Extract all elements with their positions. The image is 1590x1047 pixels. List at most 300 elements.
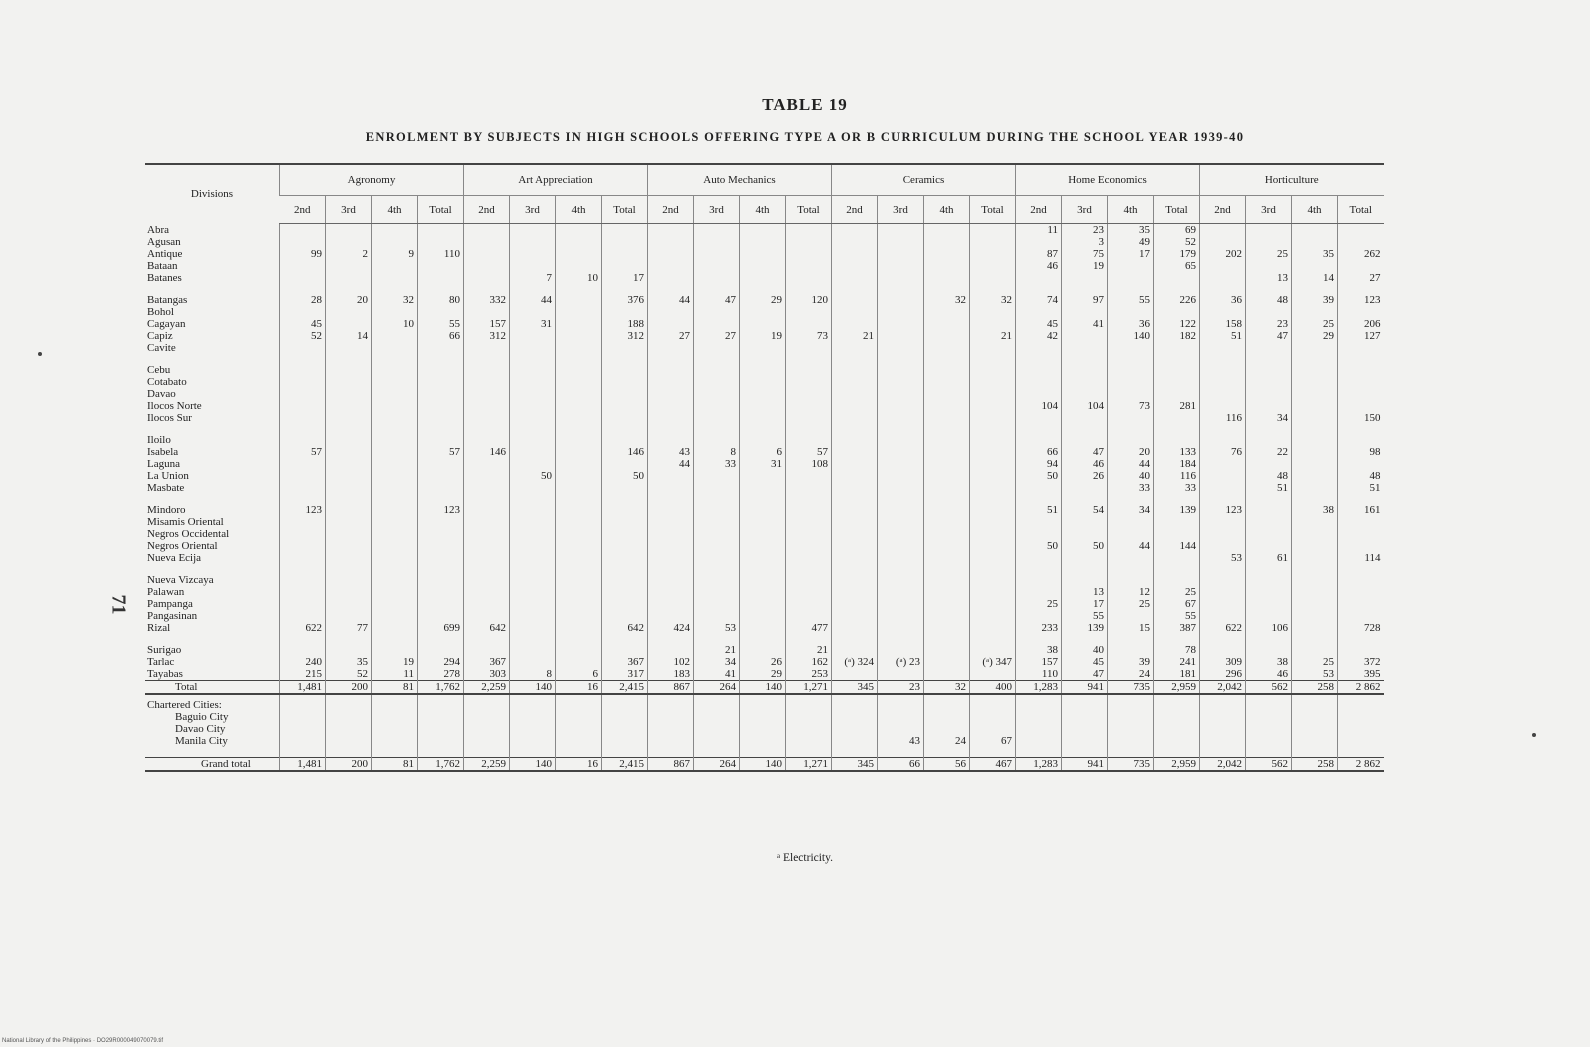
value-cell: 38 <box>1016 644 1062 656</box>
value-cell <box>1108 644 1154 656</box>
value-cell <box>418 482 464 494</box>
value-cell <box>556 723 602 735</box>
value-cell <box>464 412 510 424</box>
value-cell <box>970 376 1016 388</box>
value-cell: 1,762 <box>418 758 464 772</box>
value-cell <box>648 735 694 747</box>
value-cell: 6 <box>556 668 602 681</box>
value-cell <box>372 388 418 400</box>
value-cell <box>556 458 602 470</box>
value-cell: 2,415 <box>602 758 648 772</box>
value-cell <box>1338 458 1384 470</box>
value-cell <box>1292 376 1338 388</box>
value-cell <box>1016 552 1062 564</box>
value-cell: 372 <box>1338 656 1384 668</box>
value-cell: 106 <box>1246 622 1292 634</box>
grade-header: Total <box>602 196 648 224</box>
value-cell: 66 <box>1016 446 1062 458</box>
value-cell <box>1200 586 1246 598</box>
value-cell <box>1292 400 1338 412</box>
value-cell <box>924 388 970 400</box>
value-cell <box>464 434 510 446</box>
value-cell <box>1338 224 1384 237</box>
value-cell: 395 <box>1338 668 1384 681</box>
value-cell: 67 <box>1154 598 1200 610</box>
value-cell: 127 <box>1338 330 1384 342</box>
value-cell <box>786 735 832 747</box>
grade-header: 4th <box>740 196 786 224</box>
value-cell <box>694 735 740 747</box>
value-cell <box>326 470 372 482</box>
value-cell <box>556 248 602 260</box>
value-cell <box>878 574 924 586</box>
value-cell <box>786 470 832 482</box>
value-cell: 17 <box>1062 598 1108 610</box>
value-cell: 278 <box>418 668 464 681</box>
value-cell: 562 <box>1246 758 1292 772</box>
value-cell <box>740 610 786 622</box>
value-cell <box>602 528 648 540</box>
value-cell <box>556 306 602 318</box>
value-cell <box>1200 376 1246 388</box>
value-cell: 35 <box>1292 248 1338 260</box>
value-cell: 50 <box>510 470 556 482</box>
value-cell: 38 <box>1292 504 1338 516</box>
table-row <box>145 482 1384 494</box>
value-cell: 31 <box>740 458 786 470</box>
value-cell <box>1338 711 1384 723</box>
grade-header: 2nd <box>464 196 510 224</box>
value-cell: 78 <box>1154 644 1200 656</box>
value-cell: 51 <box>1338 482 1384 494</box>
grade-header: 4th <box>1292 196 1338 224</box>
value-cell <box>1246 711 1292 723</box>
value-cell <box>648 224 694 237</box>
value-cell <box>464 586 510 598</box>
value-cell <box>924 376 970 388</box>
value-cell: 253 <box>786 668 832 681</box>
table-row <box>145 400 1384 412</box>
value-cell <box>280 306 326 318</box>
value-cell: 23 <box>1246 318 1292 330</box>
value-cell <box>740 388 786 400</box>
value-cell <box>1016 528 1062 540</box>
value-cell: 477 <box>786 622 832 634</box>
value-cell: 116 <box>1154 470 1200 482</box>
division-name: Cotabato <box>147 376 187 388</box>
value-cell <box>326 482 372 494</box>
value-cell: 44 <box>1108 458 1154 470</box>
value-cell <box>740 598 786 610</box>
value-cell <box>924 723 970 735</box>
value-cell: 264 <box>694 681 740 695</box>
division-name: Nueva Vizcaya <box>147 574 214 586</box>
value-cell <box>878 598 924 610</box>
value-cell: 1,271 <box>786 681 832 695</box>
division-name: La Union <box>147 470 189 482</box>
division-name: Iloilo <box>147 434 171 446</box>
value-cell <box>372 434 418 446</box>
value-cell <box>1108 260 1154 272</box>
value-cell: 76 <box>1200 446 1246 458</box>
value-cell <box>970 516 1016 528</box>
value-cell: 46 <box>1246 668 1292 681</box>
division-name: Davao <box>147 388 176 400</box>
value-cell <box>372 470 418 482</box>
value-cell <box>464 574 510 586</box>
value-cell: 123 <box>280 504 326 516</box>
division-name: Nueva Ecija <box>147 552 202 564</box>
value-cell <box>372 540 418 552</box>
value-cell <box>418 434 464 446</box>
value-cell: 110 <box>418 248 464 260</box>
value-cell <box>1246 260 1292 272</box>
table-row <box>145 552 1384 564</box>
value-cell: 47 <box>1246 330 1292 342</box>
value-cell <box>1108 711 1154 723</box>
grade-header: 4th <box>556 196 602 224</box>
table-row <box>145 388 1384 400</box>
value-cell: 140 <box>1108 330 1154 342</box>
value-cell: 81 <box>372 758 418 772</box>
table-row <box>145 458 1384 470</box>
value-cell <box>464 388 510 400</box>
value-cell: (ᵃ) 23 <box>878 656 924 668</box>
value-cell: 24 <box>924 735 970 747</box>
value-cell: 1,283 <box>1016 681 1062 695</box>
value-cell <box>372 622 418 634</box>
value-cell <box>1246 306 1292 318</box>
value-cell <box>832 224 878 237</box>
value-cell <box>372 224 418 237</box>
value-cell <box>326 504 372 516</box>
value-cell <box>556 470 602 482</box>
value-cell: 69 <box>1154 224 1200 237</box>
value-cell: 57 <box>280 446 326 458</box>
value-cell: 45 <box>280 318 326 330</box>
value-cell <box>510 622 556 634</box>
value-cell <box>878 248 924 260</box>
value-cell <box>878 504 924 516</box>
value-cell <box>1200 364 1246 376</box>
value-cell <box>372 610 418 622</box>
value-cell <box>648 574 694 586</box>
division-name: Isabela <box>147 446 179 458</box>
value-cell: 206 <box>1338 318 1384 330</box>
value-cell: 2,959 <box>1154 758 1200 772</box>
value-cell <box>970 224 1016 237</box>
value-cell <box>786 528 832 540</box>
value-cell <box>648 272 694 284</box>
value-cell: 17 <box>602 272 648 284</box>
grade-header: Total <box>1154 196 1200 224</box>
value-cell <box>1154 434 1200 446</box>
value-cell <box>878 458 924 470</box>
value-cell <box>1154 364 1200 376</box>
value-cell <box>694 540 740 552</box>
value-cell <box>464 248 510 260</box>
value-cell <box>1338 574 1384 586</box>
value-cell <box>418 610 464 622</box>
value-cell: 19 <box>372 656 418 668</box>
value-cell: 50 <box>1016 540 1062 552</box>
value-cell: 47 <box>1062 446 1108 458</box>
value-cell <box>832 735 878 747</box>
value-cell <box>878 318 924 330</box>
subject-header: Art Appreciation <box>464 164 648 196</box>
value-cell <box>280 610 326 622</box>
table-row <box>145 224 1384 237</box>
value-cell <box>740 574 786 586</box>
value-cell <box>648 504 694 516</box>
value-cell <box>372 644 418 656</box>
value-cell <box>924 272 970 284</box>
value-cell: 102 <box>648 656 694 668</box>
value-cell <box>832 644 878 656</box>
value-cell <box>924 412 970 424</box>
value-cell <box>280 412 326 424</box>
value-cell <box>1338 644 1384 656</box>
value-cell <box>924 528 970 540</box>
value-cell <box>878 516 924 528</box>
value-cell <box>1062 412 1108 424</box>
value-cell <box>786 574 832 586</box>
value-cell: 188 <box>602 318 648 330</box>
value-cell <box>1292 470 1338 482</box>
value-cell <box>280 470 326 482</box>
value-cell <box>464 552 510 564</box>
value-cell <box>648 711 694 723</box>
value-cell <box>372 552 418 564</box>
value-cell <box>924 470 970 482</box>
value-cell <box>418 364 464 376</box>
value-cell: 50 <box>602 470 648 482</box>
value-cell <box>1292 388 1338 400</box>
value-cell <box>1338 434 1384 446</box>
value-cell <box>326 598 372 610</box>
value-cell <box>1338 528 1384 540</box>
value-cell: 36 <box>1108 318 1154 330</box>
value-cell: 57 <box>418 446 464 458</box>
division-name: Pampanga <box>147 598 193 610</box>
value-cell <box>1108 735 1154 747</box>
value-cell <box>694 272 740 284</box>
value-cell: 25 <box>1016 598 1062 610</box>
value-cell <box>648 236 694 248</box>
value-cell <box>556 342 602 354</box>
value-cell <box>878 434 924 446</box>
value-cell: 38 <box>1246 656 1292 668</box>
value-cell <box>280 260 326 272</box>
value-cell <box>1062 552 1108 564</box>
value-cell <box>372 482 418 494</box>
value-cell <box>648 528 694 540</box>
value-cell: 66 <box>878 758 924 772</box>
value-cell <box>1062 516 1108 528</box>
value-cell <box>326 711 372 723</box>
value-cell <box>1016 711 1062 723</box>
value-cell <box>878 723 924 735</box>
value-cell: 1,481 <box>280 758 326 772</box>
value-cell <box>878 644 924 656</box>
value-cell: 44 <box>648 458 694 470</box>
value-cell <box>556 412 602 424</box>
value-cell <box>1246 528 1292 540</box>
grade-header: 2nd <box>648 196 694 224</box>
value-cell <box>1016 610 1062 622</box>
value-cell <box>832 248 878 260</box>
value-cell <box>924 598 970 610</box>
value-cell <box>740 735 786 747</box>
value-cell <box>602 260 648 272</box>
value-cell: 26 <box>1062 470 1108 482</box>
value-cell: 622 <box>1200 622 1246 634</box>
value-cell: 11 <box>372 668 418 681</box>
value-cell <box>418 552 464 564</box>
table-row <box>145 574 1384 586</box>
division-name: Tarlac <box>147 656 175 668</box>
value-cell <box>510 644 556 656</box>
value-cell: 150 <box>1338 412 1384 424</box>
value-cell <box>878 236 924 248</box>
value-cell: 3 <box>1062 236 1108 248</box>
value-cell: 179 <box>1154 248 1200 260</box>
value-cell <box>924 644 970 656</box>
value-cell <box>1246 504 1292 516</box>
value-cell <box>970 412 1016 424</box>
value-cell <box>1016 735 1062 747</box>
value-cell <box>556 236 602 248</box>
value-cell: 41 <box>1062 318 1108 330</box>
value-cell: 562 <box>1246 681 1292 695</box>
value-cell <box>556 260 602 272</box>
value-cell <box>1108 412 1154 424</box>
division-name: Tayabas <box>147 668 183 680</box>
value-cell <box>280 224 326 237</box>
table-row <box>145 711 1384 723</box>
division-name: Ilocos Sur <box>147 412 192 424</box>
value-cell: 10 <box>372 318 418 330</box>
value-cell: 25 <box>1292 318 1338 330</box>
value-cell <box>418 272 464 284</box>
value-cell <box>602 723 648 735</box>
value-cell <box>648 400 694 412</box>
group-spacer <box>145 284 1384 294</box>
value-cell <box>648 412 694 424</box>
value-cell: 39 <box>1108 656 1154 668</box>
value-cell <box>878 528 924 540</box>
value-cell <box>510 224 556 237</box>
value-cell <box>1154 735 1200 747</box>
value-cell <box>1154 376 1200 388</box>
value-cell: 50 <box>1062 540 1108 552</box>
value-cell <box>924 516 970 528</box>
value-cell: 53 <box>1292 668 1338 681</box>
value-cell <box>372 400 418 412</box>
value-cell <box>1108 723 1154 735</box>
value-cell <box>556 224 602 237</box>
value-cell <box>648 516 694 528</box>
value-cell <box>326 446 372 458</box>
value-cell: 73 <box>786 330 832 342</box>
value-cell <box>1292 528 1338 540</box>
value-cell <box>1338 723 1384 735</box>
value-cell <box>924 552 970 564</box>
value-cell <box>1292 434 1338 446</box>
value-cell: 2,259 <box>464 758 510 772</box>
value-cell <box>464 236 510 248</box>
value-cell <box>740 342 786 354</box>
value-cell: 40 <box>1108 470 1154 482</box>
value-cell: 114 <box>1338 552 1384 564</box>
value-cell <box>464 735 510 747</box>
value-cell <box>924 330 970 342</box>
value-cell: 31 <box>510 318 556 330</box>
value-cell <box>740 248 786 260</box>
table-title: TABLE 19 <box>762 95 848 114</box>
value-cell <box>786 400 832 412</box>
value-cell <box>1292 458 1338 470</box>
value-cell <box>602 540 648 552</box>
value-cell <box>464 598 510 610</box>
division-name: Laguna <box>147 458 180 470</box>
value-cell <box>326 610 372 622</box>
value-cell <box>372 723 418 735</box>
value-cell: 34 <box>1108 504 1154 516</box>
value-cell <box>372 342 418 354</box>
value-cell <box>970 586 1016 598</box>
value-cell: 45 <box>1016 318 1062 330</box>
value-cell: 80 <box>418 294 464 306</box>
table-row <box>145 586 1384 598</box>
value-cell: 140 <box>740 758 786 772</box>
value-cell <box>1154 528 1200 540</box>
value-cell <box>556 586 602 598</box>
value-cell <box>1292 711 1338 723</box>
value-cell <box>326 540 372 552</box>
value-cell: 2,042 <box>1200 681 1246 695</box>
value-cell: 161 <box>1338 504 1384 516</box>
value-cell: 735 <box>1108 758 1154 772</box>
value-cell <box>1292 364 1338 376</box>
value-cell: 65 <box>1154 260 1200 272</box>
value-cell <box>832 516 878 528</box>
value-cell <box>556 318 602 330</box>
value-cell: 49 <box>1108 236 1154 248</box>
enrolment-table <box>145 163 1384 772</box>
value-cell <box>924 668 970 681</box>
value-cell <box>1292 622 1338 634</box>
value-cell: 26 <box>740 656 786 668</box>
value-cell <box>1292 342 1338 354</box>
value-cell <box>326 272 372 284</box>
value-cell <box>464 528 510 540</box>
value-cell <box>326 458 372 470</box>
table-row <box>145 610 1384 622</box>
value-cell: 110 <box>1016 668 1062 681</box>
value-cell <box>280 528 326 540</box>
value-cell: 34 <box>694 656 740 668</box>
value-cell <box>280 598 326 610</box>
value-cell: 45 <box>1062 656 1108 668</box>
value-cell <box>418 376 464 388</box>
value-cell <box>740 723 786 735</box>
value-cell <box>602 735 648 747</box>
value-cell <box>510 711 556 723</box>
value-cell: 55 <box>418 318 464 330</box>
value-cell <box>648 598 694 610</box>
value-cell <box>694 388 740 400</box>
